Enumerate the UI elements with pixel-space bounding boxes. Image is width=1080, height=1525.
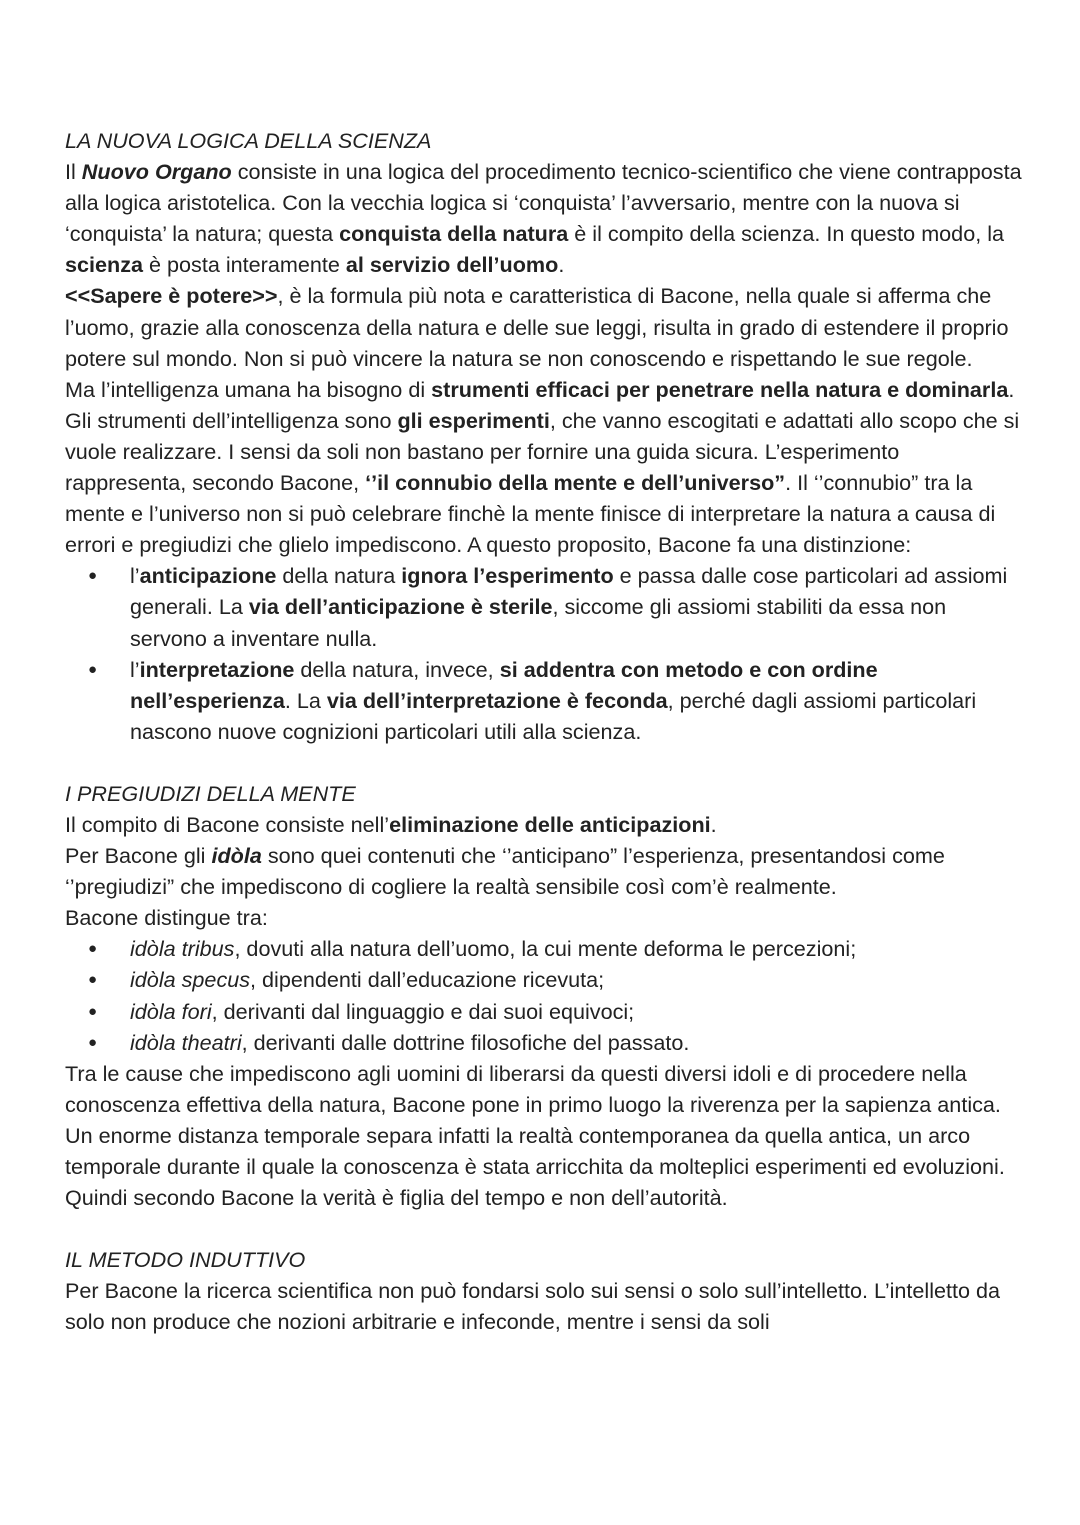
section-heading: LA NUOVA LOGICA DELLA SCIENZA [65, 128, 432, 153]
section-heading: IL METODO INDUTTIVO [65, 1247, 306, 1273]
paragraph [65, 840, 1025, 902]
list-item [130, 996, 1025, 1027]
emphasis-text: Nuovo Organo [81, 159, 232, 185]
text-run: l’ [130, 563, 140, 589]
text-run: sono quei contenuti che ‘’anticipano” l’esperienza, presentandosi come ‘’pregiudizi” che impediscono di cogliere la realtà sensibile così com’è realmente. [65, 843, 945, 900]
text-run: , dipendenti dall’educazione ricevuta; [250, 967, 605, 993]
emphasis-text: idòla theatri [130, 1029, 242, 1055]
text-run: e passa dalle cose particolari ad assiomi generali. La [130, 563, 1008, 620]
emphasis-text: gli esperimenti [397, 407, 550, 433]
text-run: . [710, 811, 717, 837]
list-item [130, 560, 1025, 653]
text-run: Il [65, 159, 82, 185]
section-nuova-logica [65, 125, 1025, 747]
text-run: della natura [276, 563, 402, 589]
text-run: , perché dagli assiomi particolari nascono nuove cognizioni particolari utili alla scienza. [130, 687, 977, 744]
text-run: l’ [130, 656, 140, 682]
paragraph [65, 902, 1025, 933]
text-run: Ma l’intelligenza umana ha bisogno di [65, 376, 432, 402]
text-run: , derivanti dalle dottrine filosofiche del passato. [241, 1029, 690, 1055]
paragraph [65, 374, 1025, 561]
text-run: , è la formula più nota e caratteristica di Bacone, nella quale si afferma che l’uomo, grazie alla conoscenza della natura e delle sue leggi, risulta in grado di estendere il proprio potere sul mondo. Non si può vincere la natura se non conoscendo e rispettando le sue regole. [65, 283, 1009, 371]
text-run: . Gli strumenti dell’intelligenza sono [65, 376, 1015, 433]
paragraph [65, 156, 1025, 280]
text-run: consiste in una logica del procedimento tecnico-scientifico che viene contrapposta alla logica aristotelica. Con la vecchia logica si ‘conquista’ l’avversario, mentre con la nuova si ‘conquista’ la natura; questa [65, 159, 1022, 247]
paragraph [65, 1275, 1025, 1337]
emphasis-text: conquista della natura [339, 221, 569, 247]
emphasis-text: ignora l’esperimento [401, 563, 614, 589]
text-run: Per Bacone la ricerca scientifica non può fondarsi solo sui sensi o solo sull’intelletto. L’intelletto da solo non produce che nozioni arbitrarie e infeconde, mentre i sensi da soli [65, 1278, 1001, 1335]
bullet-list [65, 933, 1025, 1057]
text-run: è posta interamente [143, 252, 346, 278]
text-run: . [558, 252, 565, 278]
paragraph [65, 809, 1025, 840]
text-run: Bacone distingue tra: [65, 905, 268, 931]
text-run: , che vanno escogitati e adattati allo scopo che si vuole realizzare. I sensi da soli non bastano per fornire una guida sicura. L’esperimento rappresenta, secondo Bacone, [65, 407, 1020, 496]
list-item [130, 933, 1025, 964]
section-pregiudizi [65, 778, 1025, 1213]
emphasis-text: idòla fori [130, 998, 212, 1024]
text-run: Tra le cause che impediscono agli uomini di liberarsi da questi diversi idoli e di procedere nella conoscenza effettiva della natura, Bacone pone in primo luogo la riverenza per la sapienza antica. Un enorme distanza temporale separa infatti la realtà contemporanea da quella antica, un arco temporale durante il quale la conoscenza è stata arricchita da molteplici esperimenti ed evoluzioni. Quindi secondo Bacone la verità è figlia del tempo e non dell’autorità. [65, 1060, 1005, 1211]
list-item [130, 1027, 1025, 1058]
text-run: . Il ‘’connubio” tra la mente e l’universo non si può celebrare finchè la mente finisce di interpretare la natura a causa di errori e pregiudizi che glielo impediscono. A questo proposito, Bacone fa una distinzione: [65, 470, 996, 558]
emphasis-text: interpretazione [139, 656, 295, 682]
paragraph [65, 1058, 1025, 1213]
section-heading: I PREGIUDIZI DELLA MENTE [65, 780, 356, 806]
text-run: è il compito della scienza. In questo modo, la [568, 221, 1005, 247]
emphasis-text: si addentra con metodo e con ordine nell’esperienza [130, 656, 878, 713]
emphasis-text: eliminazione delle anticipazioni [389, 811, 711, 837]
paragraph [65, 280, 1025, 373]
emphasis-text: via dell’anticipazione è sterile [248, 594, 553, 620]
emphasis-text: idòla tribus [130, 936, 235, 962]
emphasis-text: via dell’interpretazione è feconda [326, 687, 668, 713]
text-run: , siccome gli assiomi stabiliti da essa non servono a inventare nulla. [130, 594, 947, 651]
text-run: , dovuti alla natura dell’uomo, la cui mente deforma le percezioni; [234, 936, 857, 962]
emphasis-text: idòla specus [130, 967, 251, 993]
list-item [130, 654, 1025, 747]
emphasis-text: idòla [211, 843, 262, 869]
emphasis-text: scienza [65, 252, 144, 278]
section-metodo-induttivo [65, 1244, 1025, 1337]
emphasis-text: <<Sapere è potere>> [65, 283, 278, 309]
text-run: della natura, invece, [294, 656, 500, 682]
emphasis-text: anticipazione [139, 563, 277, 589]
list-item [130, 964, 1025, 995]
text-run: . La [284, 687, 327, 713]
emphasis-text: ‘’il connubio della mente e dell’universo” [365, 470, 786, 496]
emphasis-text: strumenti efficaci per penetrare nella natura e dominarla [431, 376, 1009, 402]
document-page [65, 125, 1025, 1337]
text-run: Per Bacone gli [65, 843, 212, 869]
bullet-list [65, 560, 1025, 747]
text-run: Il compito di Bacone consiste nell’ [65, 811, 390, 837]
text-run: , derivanti dal linguaggio e dai suoi equivoci; [211, 998, 635, 1024]
emphasis-text: al servizio dell’uomo [345, 252, 559, 278]
